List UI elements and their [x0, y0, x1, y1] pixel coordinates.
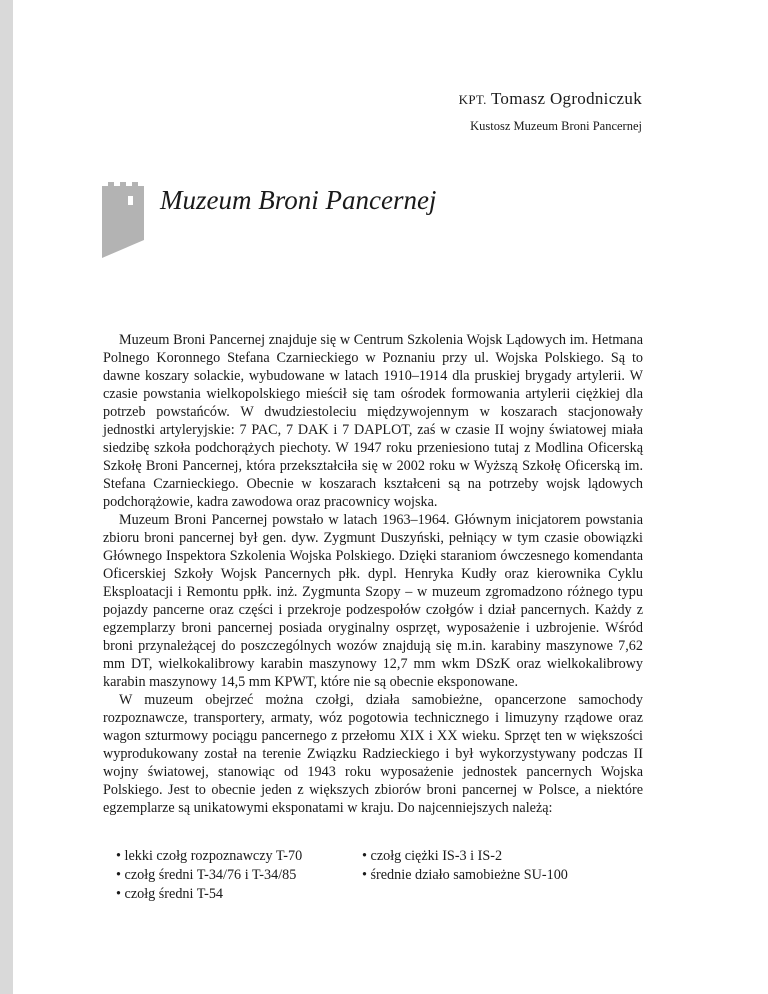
- article-body: [103, 331, 643, 817]
- paragraph: W muzeum obejrzeć można czołgi, działa samobieżne, opancerzone samochody rozpoznawcze, transportery, armaty, wóz pogotowia technicznego i limuzyny rządowe oraz wagon szturmowy pociągu pancernego z przełomu XIX i XX wieku. Sprzęt ten w większości wyprodukowany został na terenie Związku Radzieckiego i był wykorzystywany podczas II wojny światowej, stanowiąc od 1943 roku wyposażenie jednostek pancernych Wojska Polskiego. Jest to obecnie jeden z większych zbiorów broni pancernej w Polsce, a niektóre egzemplarze są unikatowymi eksponatami w kraju. Do najcenniejszych należą:: [103, 692, 643, 816]
- paragraph: Muzeum Broni Pancernej powstało w latach 1963–1964. Głównym inicjatorem powstania zbioru broni pancernej był gen. dyw. Zygmunt Duszyński, pełniący w tym czasie obowiązki Głównego Inspektora Szkolenia Wojska Polskiego. Dzięki staraniom ówczesnego komendanta Oficerskiej Szkoły Wojsk Pancernych płk. dypl. Henryka Kudły oraz kierownika Cyklu Eksploatacji i Remontu ppłk. inż. Zygmunta Szopy – w muzeum zgromadzono różnego typu pojazdy pancerne oraz części i przekroje podzespołów czołgów i dział pancernych. Każdy z egzemplarzy broni pancernej posiada oryginalny osprzęt, wyposażenie i uzbrojenie. Wśród broni przynależącej do poszczególnych wozów znajdują się m.in. karabiny maszynowe 7,62 mm DT, wielkokalibrowy karabin maszynowy 12,7 mm wkm DSzK oraz wielkokalibrowy karabin maszynowy 14,5 mm KPWT, które nie są obecnie eksponowane.: [103, 512, 643, 690]
- castle-tower-icon: [100, 180, 146, 260]
- page-edge-strip: [0, 0, 13, 994]
- author-first-name: Tomasz: [490, 89, 546, 108]
- list-item: • czołg ciężki IS-3 i IS-2: [362, 847, 568, 866]
- list-item: • lekki czołg rozpoznawczy T-70: [116, 847, 302, 866]
- author-rank: KPT.: [458, 92, 487, 107]
- list-item: • czołg średni T-54: [116, 885, 302, 904]
- list-item: • czołg średni T-34/76 i T-34/85: [116, 866, 302, 885]
- author-role: Kustosz Muzeum Broni Pancernej: [470, 119, 642, 133]
- list-item: • średnie działo samobieżne SU-100: [362, 866, 568, 885]
- author-last-name: Ogrodniczuk: [549, 89, 642, 108]
- exhibit-list-right: [362, 847, 568, 885]
- exhibit-list-left: [116, 847, 302, 904]
- chapter-title: Muzeum Broni Pancernej: [160, 185, 437, 215]
- paragraph: Muzeum Broni Pancernej znajduje się w Centrum Szkolenia Wojsk Lądowych im. Hetmana Polnego Koronnego Stefana Czarnieckiego w Poznaniu przy ul. Wojska Polskiego. Są to dawne koszary solackie, wybudowane w latach 1910–1914 dla pruskiej brygady artylerii. W czasie powstania wielkopolskiego mieścił się tam ośrodek formowania artylerii ciężkiej dla potrzeb powstańców. W dwudziestoleciu międzywojennym w koszarach stacjonowały jednostki artyleryjskie: 7 PAC, 7 DAK i 7 DAPLOT, zaś w czasie II wojny światowej miała siedzibę szkoła podchorążych piechoty. W 1947 roku przeniesiono tutaj z Modlina Oficerską Szkołę Broni Pancernej, która przekształciła się w 2002 roku w Wyższą Szkołę Oficerską im. Stefana Czarnieckiego. Obecnie w koszarach kształceni są na potrzeby wojsk lądowych podchorążowie, kadra zawodowa oraz pracownicy wojska.: [103, 332, 643, 510]
- author-name: [459, 89, 642, 109]
